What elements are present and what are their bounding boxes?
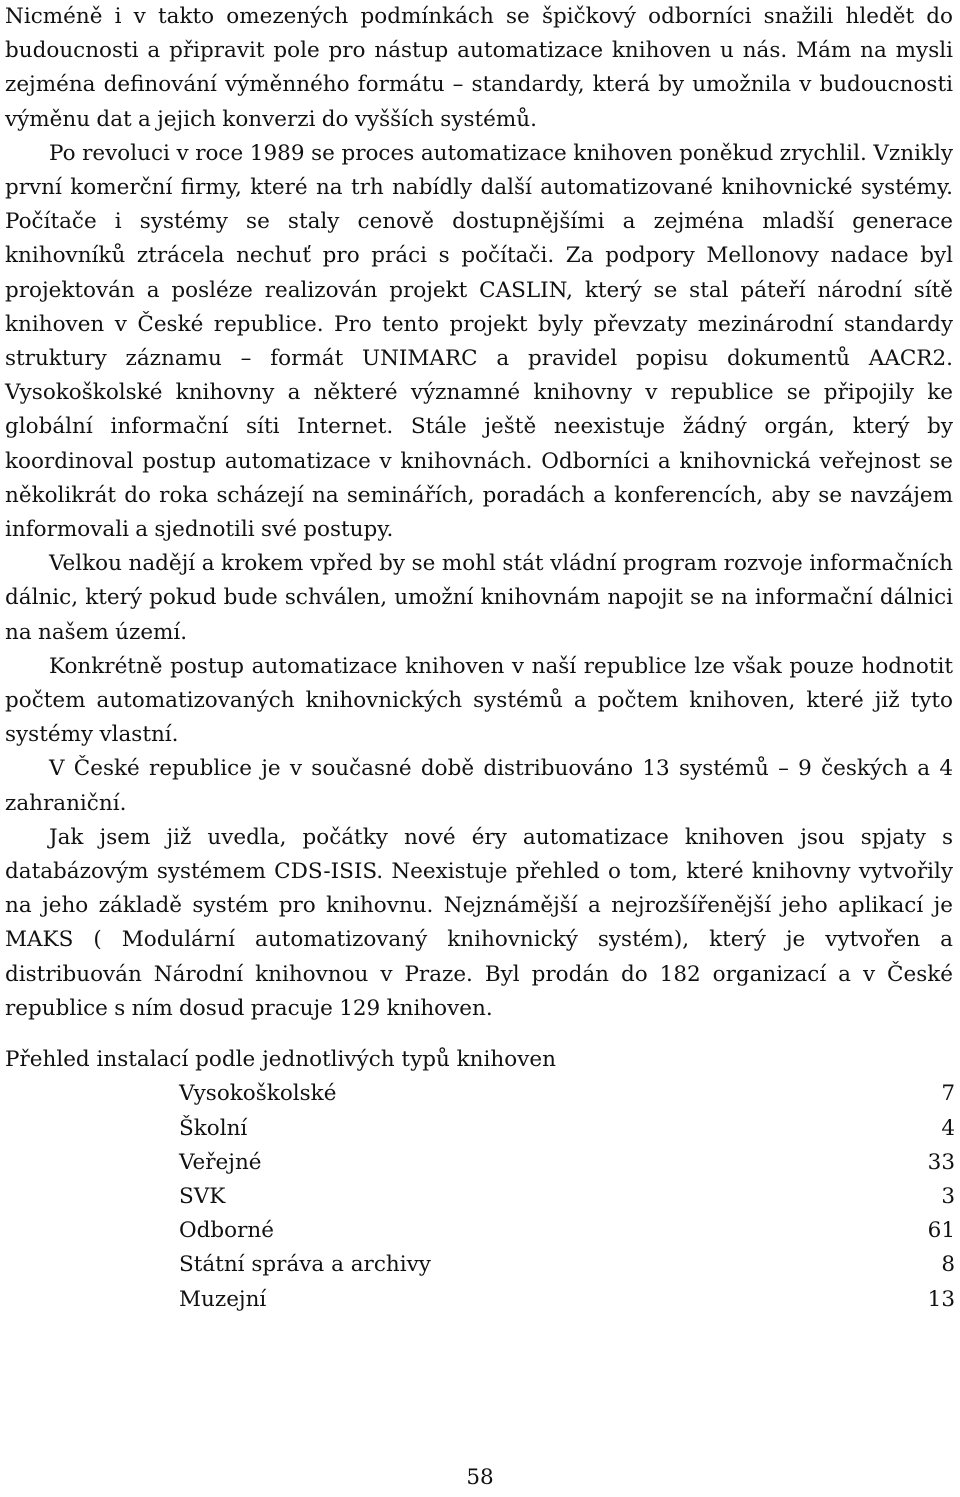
installations-table (179, 1077, 955, 1316)
table-row (179, 1214, 955, 1248)
paragraph: Po revoluci v roce 1989 se proces automatizace knihoven poněkud zrychlil. Vznikly první komerční firmy, které na trh nabídly další automatizované knihovnické systémy. Počítače i systémy se staly cenově dostupnějšími a zejména mladší generace knihovníků ztrácela nechuť pro práci s počítači. Za podpory Mellonovy nadace byl projektován a posléze realizován projekt CASLIN, který se stal páteří národní sítě knihoven v České republice. Pro tento projekt byly převzaty mezinárodní standardy struktury záznamu – formát UNIMARC a pravidel popisu dokumentů AACR2. Vysokoškolské knihovny a některé významné knihovny v republice se připojily ke globální informační síti Internet. Stále ještě neexistuje žádný orgán, který by koordinoval postup automatizace v knihovnách. Odborníci a knihovnická veřejnost se několikrát do roka scházejí na seminářích, poradách a konferencích, aby se navzájem informovali a sjednotili své postupy. (5, 140, 953, 543)
library-type-cell: Vysokoškolské (179, 1081, 337, 1107)
table-row (179, 1180, 955, 1214)
body-text (5, 0, 953, 1026)
library-type-cell: Odborné (179, 1218, 274, 1244)
library-type-cell: Muzejní (179, 1286, 267, 1312)
library-type-cell: Státní správa a archivy (179, 1252, 431, 1278)
paragraph: V České republice je v současné době distribuováno 13 systémů – 9 českých a 4 zahraniční. (5, 756, 953, 816)
install-count-cell: 13 (927, 1286, 955, 1312)
library-type-cell: Školní (179, 1115, 248, 1141)
page-number: 58 (466, 1465, 494, 1490)
install-count-cell: 8 (941, 1252, 955, 1278)
library-type-cell: SVK (179, 1183, 226, 1209)
install-count-cell: 61 (927, 1218, 955, 1244)
install-count-cell: 33 (927, 1149, 955, 1175)
install-count-cell: 7 (941, 1081, 955, 1107)
table-row (179, 1283, 955, 1317)
installations-table-title: Přehled instalací podle jednotlivých typů knihoven (5, 1047, 556, 1073)
table-row (179, 1146, 955, 1180)
paragraph: Velkou nadějí a krokem vpřed by se mohl stát vládní program rozvoje informačních dálnic, který pokud bude schválen, umožní knihovnám napojit se na informační dálnici na našem území. (5, 551, 953, 645)
table-row (179, 1248, 955, 1282)
paragraph: Nicméně i v takto omezených podmínkách se špičkový odborníci snažili hledět do budoucnosti a připravit pole pro nástup automatizace knihoven u nás. Mám na mysli zejména definování výměnného formátu – standardy, která by umožnila v budoucnosti výměnu dat a jejich konverzi do vyšších systémů. (5, 4, 953, 132)
library-type-cell: Veřejné (179, 1149, 262, 1175)
install-count-cell: 4 (941, 1115, 955, 1141)
table-row (179, 1112, 955, 1146)
paragraph: Jak jsem již uvedla, počátky nové éry automatizace knihoven jsou spjaty s databázovým systémem CDS-ISIS. Neexistuje přehled o tom, které knihovny vytvořily na jeho základě systém pro knihovnu. Nejznámější a nejrozšířenější jeho aplikací je MAKS ( Modulární automatizovaný knihovnický systém), který je vytvořen a distribuován Národní knihovnou v Praze. Byl prodán do 182 organizací a v České republice s ním dosud pracuje 129 knihoven. (5, 824, 953, 1021)
paragraph: Konkrétně postup automatizace knihoven v naší republice lze však pouze hodnotit počtem automatizovaných knihovnických systémů a počtem knihoven, které již tyto systémy vlastní. (5, 653, 953, 748)
install-count-cell: 3 (941, 1183, 955, 1209)
document-page (5, 0, 953, 1317)
table-row (179, 1077, 955, 1111)
